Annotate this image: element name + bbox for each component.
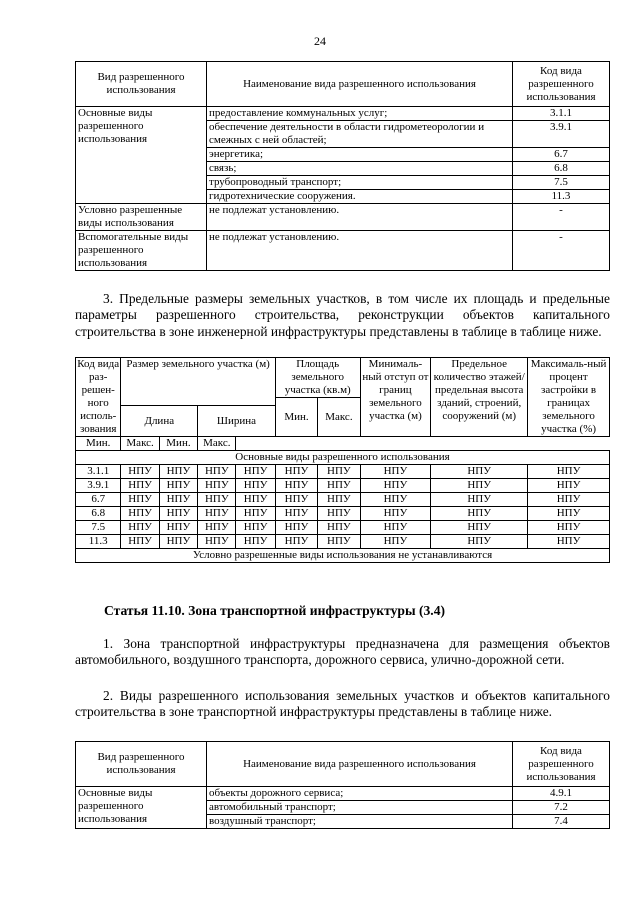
- permitted-use-table-transport: [75, 741, 610, 829]
- parameters-table: [75, 357, 610, 563]
- header-use-type: Вид разрешенного использования: [76, 742, 207, 787]
- value-cell: НПУ: [431, 465, 528, 479]
- value-cell: НПУ: [360, 535, 431, 549]
- value-cell: НПУ: [159, 535, 197, 549]
- section-main: Основные виды разрешенного использования: [76, 451, 610, 465]
- table-row: [76, 493, 610, 507]
- value-cell: НПУ: [159, 479, 197, 493]
- use-code-cell: 3.9.1: [513, 121, 610, 148]
- value-cell: НПУ: [431, 493, 528, 507]
- use-code-cell: 7.4: [513, 815, 610, 829]
- header-area: Площадь земельного участка (кв.м): [275, 358, 360, 398]
- header-length-max: Макс.: [121, 437, 159, 451]
- table-row: [76, 231, 610, 271]
- value-cell: НПУ: [360, 465, 431, 479]
- value-cell: НПУ: [275, 493, 317, 507]
- value-cell: НПУ: [275, 465, 317, 479]
- value-cell: НПУ: [431, 479, 528, 493]
- permitted-use-table-engineering: [75, 61, 610, 271]
- use-code-cell: 3.9.1: [76, 479, 121, 493]
- use-name-cell: обеспечение деятельности в области гидрометеорологии и смежных с ней областей;: [207, 121, 513, 148]
- value-cell: НПУ: [198, 507, 236, 521]
- value-cell: НПУ: [121, 507, 159, 521]
- value-cell: НПУ: [236, 507, 275, 521]
- value-cell: НПУ: [275, 479, 317, 493]
- use-name-cell: объекты дорожного сервиса;: [207, 787, 513, 801]
- header-setback: Минималь-ный отступ от границ земельного участка (м): [360, 358, 431, 437]
- header-use-code: Код вида разрешенного использования: [513, 742, 610, 787]
- paragraph-zone-purpose: 1. Зона транспортной инфраструктуры предназначена для размещения объектов автомобильного, воздушного транспорта, дорожного сервиса, улично-дорожной сети.: [75, 636, 610, 668]
- value-cell: НПУ: [431, 507, 528, 521]
- value-cell: НПУ: [159, 493, 197, 507]
- use-code-cell: 11.3: [513, 190, 610, 204]
- use-name-cell: энергетика;: [207, 148, 513, 162]
- header-use-code: Код вида разрешенного использования: [513, 62, 610, 107]
- header-width-max: Макс.: [198, 437, 236, 451]
- header-size: Размер земельного участка (м): [121, 358, 275, 406]
- header-coverage: Максималь-ный процент застройки в границах земельного участка (%): [528, 358, 610, 437]
- value-cell: НПУ: [360, 507, 431, 521]
- value-cell: НПУ: [159, 507, 197, 521]
- value-cell: НПУ: [431, 535, 528, 549]
- use-code-cell: 3.1.1: [513, 107, 610, 121]
- value-cell: НПУ: [275, 507, 317, 521]
- use-name-cell: связь;: [207, 162, 513, 176]
- main-uses-label: Основные виды разрешенного использования: [76, 787, 207, 829]
- value-cell: НПУ: [528, 521, 610, 535]
- value-cell: НПУ: [236, 535, 275, 549]
- header-area-max: Макс.: [318, 398, 360, 437]
- value-cell: НПУ: [318, 507, 360, 521]
- value-cell: НПУ: [318, 521, 360, 535]
- use-code-cell: 7.5: [76, 521, 121, 535]
- value-cell: НПУ: [121, 493, 159, 507]
- value-cell: НПУ: [121, 535, 159, 549]
- auxiliary-label: Вспомогательные виды разрешенного использования: [76, 231, 207, 271]
- value-cell: НПУ: [528, 465, 610, 479]
- header-code: Код вида раз-решен-ного исполь-зования: [77, 358, 120, 435]
- table-header-row: [76, 742, 610, 787]
- table-row: [76, 465, 610, 479]
- header-width: Ширина: [198, 406, 276, 437]
- table-row: [76, 535, 610, 549]
- page-number: 24: [314, 34, 326, 48]
- table-row: [76, 204, 610, 231]
- value-cell: НПУ: [528, 479, 610, 493]
- value-cell: НПУ: [360, 521, 431, 535]
- value-cell: НПУ: [528, 493, 610, 507]
- value-cell: НПУ: [121, 521, 159, 535]
- value-cell: НПУ: [159, 465, 197, 479]
- use-code-cell: 6.8: [513, 162, 610, 176]
- conditional-value: не подлежат установлению.: [207, 204, 513, 231]
- header-use-name: Наименование вида разрешенного использования: [207, 742, 513, 787]
- value-cell: НПУ: [318, 465, 360, 479]
- use-code-cell: 7.5: [513, 176, 610, 190]
- conditional-label: Условно разрешенные виды использования: [76, 204, 207, 231]
- auxiliary-code: -: [513, 231, 610, 271]
- use-name-cell: гидротехнические сооружения.: [207, 190, 513, 204]
- value-cell: НПУ: [198, 479, 236, 493]
- value-cell: НПУ: [431, 521, 528, 535]
- table-row: [76, 107, 610, 121]
- value-cell: НПУ: [360, 479, 431, 493]
- table-row: [76, 787, 610, 801]
- value-cell: НПУ: [198, 465, 236, 479]
- use-name-cell: автомобильный транспорт;: [207, 801, 513, 815]
- table-row: [76, 507, 610, 521]
- conditional-code: -: [513, 204, 610, 231]
- use-code-cell: 6.8: [76, 507, 121, 521]
- value-cell: НПУ: [198, 521, 236, 535]
- value-cell: НПУ: [236, 521, 275, 535]
- use-name-cell: трубопроводный транспорт;: [207, 176, 513, 190]
- main-uses-label: Основные виды разрешенного использования: [76, 107, 207, 204]
- use-code-cell: 4.9.1: [513, 787, 610, 801]
- value-cell: НПУ: [159, 521, 197, 535]
- auxiliary-value: не подлежат установлению.: [207, 231, 513, 271]
- use-code-cell: 3.1.1: [76, 465, 121, 479]
- table-row: [76, 521, 610, 535]
- use-code-cell: 11.3: [76, 535, 121, 549]
- use-code-cell: 6.7: [513, 148, 610, 162]
- value-cell: НПУ: [198, 493, 236, 507]
- header-use-name: Наименование вида разрешенного использования: [207, 62, 513, 107]
- header-use-type: Вид разрешенного использования: [76, 62, 207, 107]
- value-cell: НПУ: [236, 465, 275, 479]
- use-name-cell: предоставление коммунальных услуг;: [207, 107, 513, 121]
- table-header-row: [76, 62, 610, 107]
- use-code-cell: 6.7: [76, 493, 121, 507]
- value-cell: НПУ: [528, 535, 610, 549]
- value-cell: НПУ: [198, 535, 236, 549]
- use-name-cell: воздушный транспорт;: [207, 815, 513, 829]
- paragraph-limits: 3. Предельные размеры земельных участков, в том числе их площадь и предельные параметры разрешенного строительства, реконструкции объектов капитального строительства в зоне инженерной инфраструктуры представлены в таблице в таблице ниже.: [75, 291, 610, 339]
- value-cell: НПУ: [121, 479, 159, 493]
- value-cell: НПУ: [318, 479, 360, 493]
- value-cell: НПУ: [275, 521, 317, 535]
- header-length: Длина: [121, 406, 198, 437]
- article-heading: Статья 11.10. Зона транспортной инфраструктуры (3.4): [104, 603, 446, 618]
- table-row: [76, 479, 610, 493]
- value-cell: НПУ: [236, 479, 275, 493]
- value-cell: НПУ: [121, 465, 159, 479]
- header-floors: Предельное количество этажей/ предельная высота зданий, строений, сооружений (м): [431, 358, 528, 437]
- value-cell: НПУ: [528, 507, 610, 521]
- header-length-min: Мин.: [76, 437, 121, 451]
- section-conditional: Условно разрешенные виды использования не устанавливаются: [76, 549, 610, 563]
- value-cell: НПУ: [275, 535, 317, 549]
- value-cell: НПУ: [318, 493, 360, 507]
- header-area-min: Мин.: [275, 398, 317, 437]
- value-cell: НПУ: [318, 535, 360, 549]
- header-width-min: Мин.: [159, 437, 197, 451]
- use-code-cell: 7.2: [513, 801, 610, 815]
- paragraph-zone-uses: 2. Виды разрешенного использования земельных участков и объектов капитального строительства в зоне транспортной инфраструктуры представлены в таблице ниже.: [75, 688, 610, 720]
- value-cell: НПУ: [360, 493, 431, 507]
- value-cell: НПУ: [236, 493, 275, 507]
